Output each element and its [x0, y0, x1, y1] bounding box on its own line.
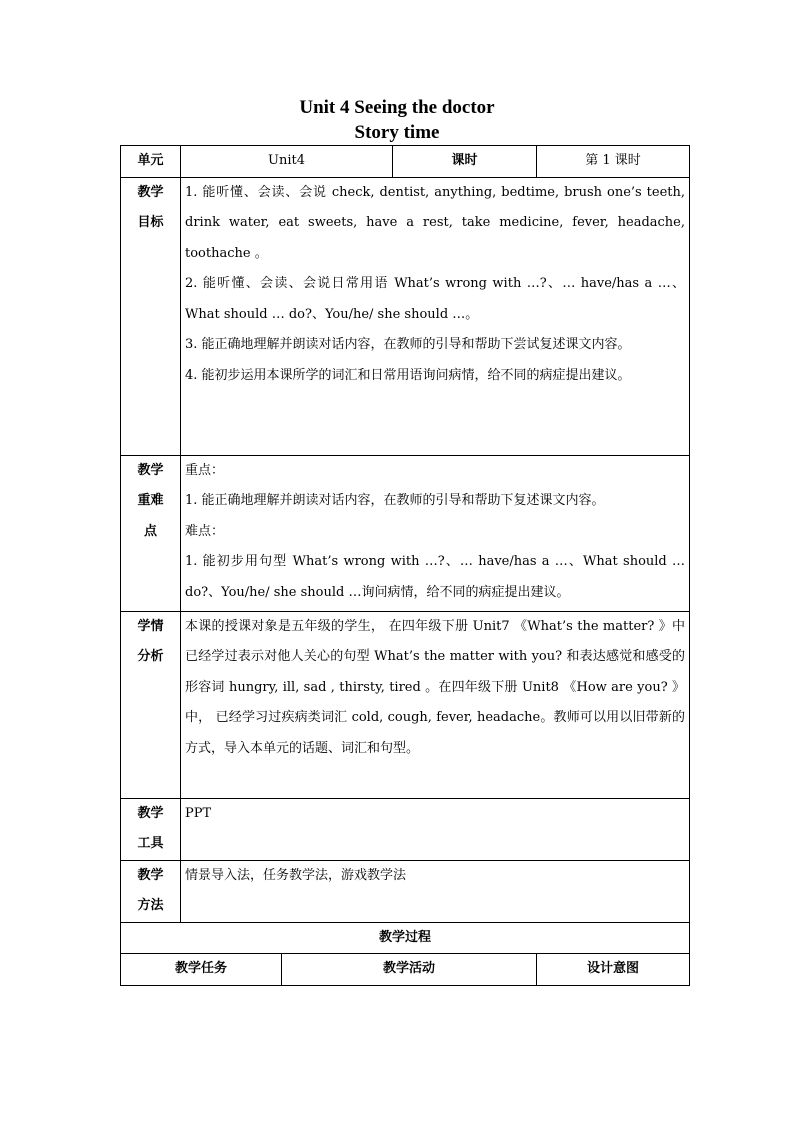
tools-row [121, 798, 690, 860]
learner-analysis-label: 学情 分析 [121, 611, 181, 798]
objective-item: 3. 能正确地理解并朗读对话内容，在教师的引导和帮助下尝试复述课文内容。 [185, 337, 631, 352]
key-points-label: 教学 重难 点 [121, 455, 181, 611]
unit-label: 单元 [121, 146, 181, 178]
lesson-plan-table [120, 145, 690, 986]
document-title: Unit 4 Seeing the doctor [299, 97, 495, 118]
tools-value: PPT [181, 798, 690, 860]
unit-row [121, 146, 690, 178]
objectives-content [181, 177, 690, 455]
learner-analysis-content [181, 611, 690, 798]
objectives-row [121, 177, 690, 455]
focus-item: 1. 能正确地理解并朗读对话内容，在教师的引导和帮助下复述课文内容。 [185, 493, 605, 508]
objectives-label: 教学 目标 [121, 177, 181, 455]
key-points-row [121, 455, 690, 611]
difficulty-item: 1. 能初步用句型 What’s wrong with …?、… have/has a …、What should … do?、You/he/ she should …询问病情，给不同的病症提出建议。 [185, 554, 686, 600]
key-points-content [181, 455, 690, 611]
objective-item: 1. 能听懂、会读、会说 check, dentist, anything, bedtime, brush one’s teeth, drink water, eat sweets, have a rest, take medicine, fever, headache, toothache 。 [185, 184, 686, 261]
process-columns-row [121, 954, 690, 986]
document-subtitle: Story time [354, 122, 440, 143]
learner-analysis-text: 本课的授课对象是五年级的学生， 在四年级下册 Unit7 《What’s the matter? 》中已经学过表示对他人关心的句型 What’s the matter with you? 和表达感觉和感受的形容词 hungry, ill, sad , thirsty, tired 。在四年级下册 Unit8 《How are you? 》中， 已经学习过疾病类词汇 cold, cough, fever, headache。教师可以用以旧带新的方式，导入本单元的话题、词汇和句型。 [185, 618, 686, 756]
focus-heading: 重点： [185, 462, 225, 478]
objective-item: 4. 能初步运用本课所学的词汇和日常用语询问病情，给不同的病症提出建议。 [185, 367, 631, 383]
tools-label: 教学 工具 [121, 798, 181, 860]
process-column-task: 教学任务 [121, 954, 282, 986]
difficulty-heading: 难点： [185, 523, 225, 539]
learner-analysis-row [121, 611, 690, 798]
methods-label: 教学 方法 [121, 860, 181, 922]
process-column-activity: 教学活动 [282, 954, 537, 986]
process-column-intent: 设计意图 [537, 954, 690, 986]
unit-value: Unit4 [181, 146, 393, 178]
process-heading-row [121, 922, 690, 954]
objective-item: 2. 能听懂、会读、会说日常用语 What’s wrong with …?、… have/has a …、What should … do?、You/he/ she should …。 [185, 276, 686, 322]
period-label: 课时 [393, 146, 537, 178]
process-heading: 教学过程 [121, 922, 690, 954]
methods-row [121, 860, 690, 922]
methods-value: 情景导入法，任务教学法，游戏教学法 [181, 860, 690, 922]
period-value: 第 1 课时 [537, 146, 690, 178]
